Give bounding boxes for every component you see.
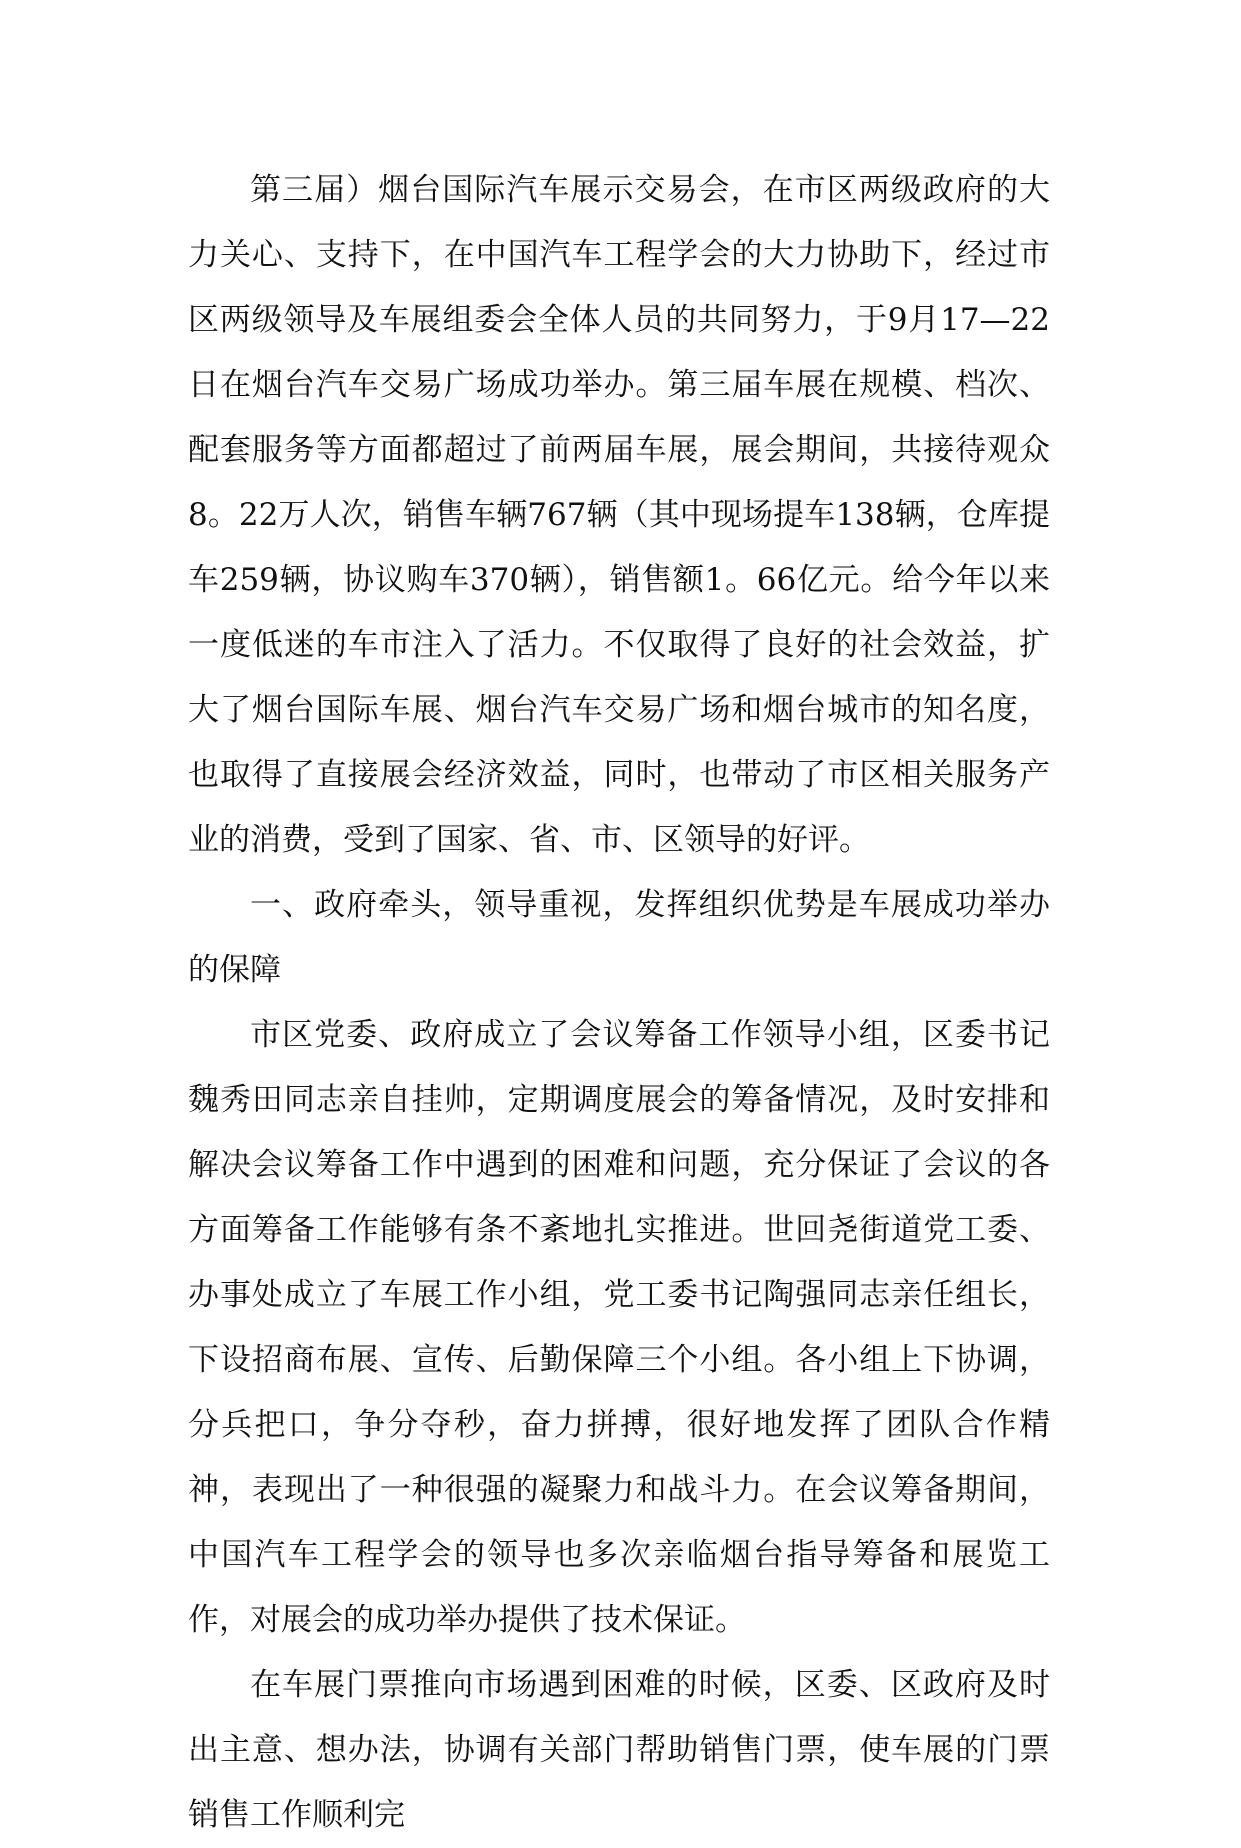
paragraph-intro: 第三届）烟台国际汽车展示交易会，在市区两级政府的大力关心、支持下，在中国汽车工程学会的大力协助下，经过市区两级领导及车展组委会全体人员的共同努力，于9月17—22日在烟台汽车交易广场成功举办。第三届车展在规模、档次、配套服务等方面都超过了前两届车展，展会期间，共接待观众8。22万人次，销售车辆767辆（其中现场提车138辆，仓库提车259辆，协议购车370辆），销售额1。66亿元。给今年以来一度低迷的车市注入了活力。不仅取得了良好的社会效益，扩大了烟台国际车展、烟台汽车交易广场和烟台城市的知名度，也取得了直接展会经济效益，同时，也带动了市区相关服务产业的消费，受到了国家、省、市、区领导的好评。	[188, 172, 1050, 858]
section-heading: 一、政府牵头，领导重视，发挥组织优势是车展成功举办的保障	[188, 887, 1050, 988]
paragraph-tickets: 在车展门票推向市场遇到困难的时候，区委、区政府及时出主意、想办法，协调有关部门帮助销售门票，使车展的门票销售工作顺利完	[188, 1667, 1050, 1833]
document-body	[188, 158, 1050, 1848]
paragraph-organization: 市区党委、政府成立了会议筹备工作领导小组，区委书记魏秀田同志亲自挂帅，定期调度展会的筹备情况，及时安排和解决会议筹备工作中遇到的困难和问题，充分保证了会议的各方面筹备工作能够有条不紊地扎实推进。世回尧街道党工委、办事处成立了车展工作小组，党工委书记陶强同志亲任组长，下设招商布展、宣传、后勤保障三个小组。各小组上下协调，分兵把口，争分夺秒，奋力拼搏，很好地发挥了团队合作精神，表现出了一种很强的凝聚力和战斗力。在会议筹备期间，中国汽车工程学会的领导也多次亲临烟台指导筹备和展览工作，对展会的成功举办提供了技术保证。	[188, 1017, 1050, 1638]
